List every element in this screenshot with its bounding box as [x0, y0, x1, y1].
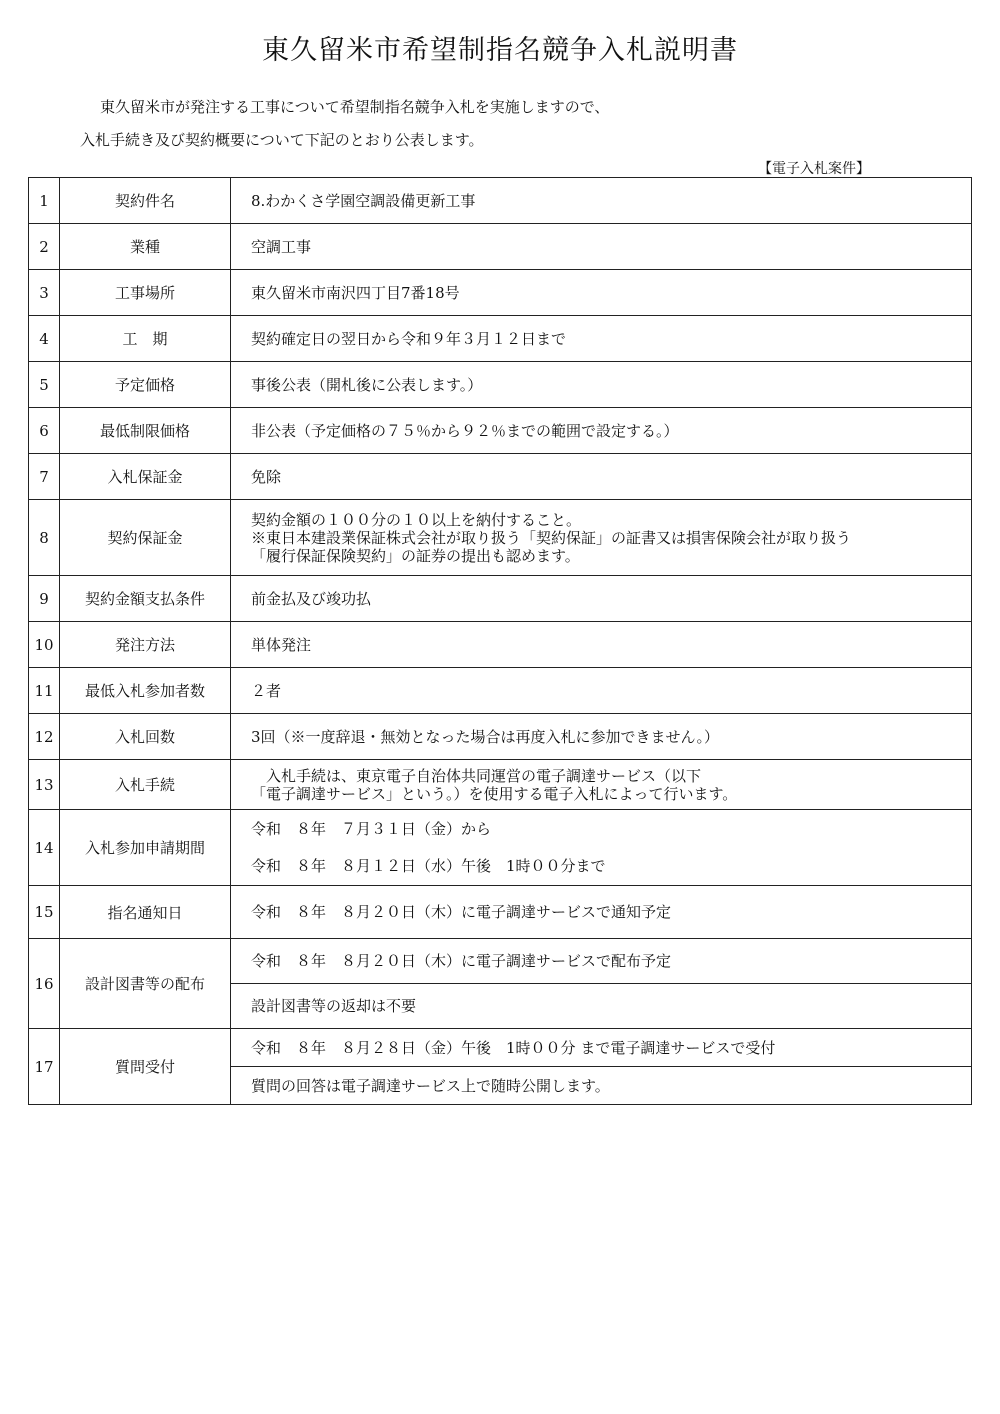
table-row [29, 886, 972, 939]
row-number: 2 [29, 224, 60, 270]
item-label: 入札参加申請期間 [60, 810, 231, 886]
row-number: 12 [29, 714, 60, 760]
row-number: 4 [29, 316, 60, 362]
row-number: 8 [29, 500, 60, 576]
nomination-date-value: 令和 ８年 ８月２０日（木）に電子調達サービスで通知予定 [231, 886, 972, 939]
item-label: 発注方法 [60, 622, 231, 668]
bid-bond-value: 免除 [231, 454, 972, 500]
table-row [29, 810, 972, 886]
row-number: 17 [29, 1029, 60, 1105]
row-number: 5 [29, 362, 60, 408]
item-label: 予定価格 [60, 362, 231, 408]
return-note-value: 設計図書等の返却は不要 [231, 984, 972, 1029]
table-row [29, 454, 972, 500]
item-label: 契約金額支払条件 [60, 576, 231, 622]
table-row [29, 224, 972, 270]
answer-note-value: 質問の回答は電子調達サービス上で随時公開します。 [231, 1067, 972, 1105]
electronic-bid-tag: 【電子入札案件】 [758, 161, 870, 177]
item-label: 入札保証金 [60, 454, 231, 500]
payment-terms-value: 前金払及び竣功払 [231, 576, 972, 622]
item-label: 指名通知日 [60, 886, 231, 939]
item-label: 最低入札参加者数 [60, 668, 231, 714]
text-line: 「電子調達サービス」という。）を使用する電子入札によって行います。 [251, 784, 738, 803]
row-number: 3 [29, 270, 60, 316]
question-deadline-value: 令和 ８年 ８月２８日（金）午後 1時００分 まで電子調達サービスで受付 [231, 1029, 972, 1067]
table-row [29, 316, 972, 362]
table-row [29, 1029, 972, 1067]
table-row [29, 270, 972, 316]
item-label: 質問受付 [60, 1029, 231, 1105]
performance-bond-value [231, 500, 972, 576]
item-label: 入札手続 [60, 760, 231, 810]
table-row [29, 500, 972, 576]
item-label: 設計図書等の配布 [60, 939, 231, 1029]
item-label: 工事場所 [60, 270, 231, 316]
min-bidders-value: ２者 [231, 668, 972, 714]
table-row [29, 408, 972, 454]
row-number: 14 [29, 810, 60, 886]
construction-period-value: 契約確定日の翌日から令和９年３月１２日まで [231, 316, 972, 362]
intro-line-1: 東久留米市が発注する工事について希望制指名競争入札を実施しますので、 [100, 98, 610, 116]
item-label: 契約保証金 [60, 500, 231, 576]
item-label: 最低制限価格 [60, 408, 231, 454]
contract-name-value: 8.わかくさ学園空調設備更新工事 [231, 178, 972, 224]
table-row [29, 362, 972, 408]
order-method-value: 単体発注 [231, 622, 972, 668]
bid-rounds-value: 3回（※一度辞退・無効となった場合は再度入札に参加できません。） [231, 714, 972, 760]
document-title: 東久留米市希望制指名競争入札説明書 [262, 35, 738, 66]
text-line: 入札手続は、東京電子自治体共同運営の電子調達サービス（以下 [251, 766, 702, 785]
industry-value: 空調工事 [231, 224, 972, 270]
table-row [29, 576, 972, 622]
table-row [29, 668, 972, 714]
text-line: ※東日本建設業保証株式会社が取り扱う「契約保証」の証書又は損害保険会社が取り扱う [251, 528, 852, 547]
row-number: 7 [29, 454, 60, 500]
row-number: 9 [29, 576, 60, 622]
row-number: 6 [29, 408, 60, 454]
row-number: 16 [29, 939, 60, 1029]
site-location-value: 東久留米市南沢四丁目7番18号 [231, 270, 972, 316]
table-row [29, 939, 972, 984]
intro-line-2: 入札手続き及び契約概要について下記のとおり公表します。 [80, 131, 484, 149]
distribution-date-value: 令和 ８年 ８月２０日（木）に電子調達サービスで配布予定 [231, 939, 972, 984]
table-row [29, 714, 972, 760]
text-line: 契約金額の１００分の１０以上を納付すること。 [251, 510, 582, 529]
text-line: 令和 ８年 ８月１２日（水）午後 1時００分まで [251, 857, 606, 875]
estimated-price-value: 事後公表（開札後に公表します。） [231, 362, 972, 408]
row-number: 15 [29, 886, 60, 939]
text-line: 「履行保証保険契約」の証券の提出も認めます。 [251, 546, 580, 565]
item-label: 工 期 [60, 316, 231, 362]
bid-spec-table [28, 177, 972, 1105]
row-number: 11 [29, 668, 60, 714]
item-label: 業種 [60, 224, 231, 270]
item-label: 契約件名 [60, 178, 231, 224]
text-line: 令和 ８年 ７月３１日（金）から [251, 820, 492, 838]
table-row [29, 760, 972, 810]
row-number: 10 [29, 622, 60, 668]
table-row [29, 622, 972, 668]
item-label: 入札回数 [60, 714, 231, 760]
row-number: 1 [29, 178, 60, 224]
minimum-price-value: 非公表（予定価格の７５％から９２％までの範囲で設定する。） [231, 408, 972, 454]
row-number: 13 [29, 760, 60, 810]
application-period-value [231, 810, 972, 886]
table-row [29, 178, 972, 224]
bid-procedure-value [231, 760, 972, 810]
